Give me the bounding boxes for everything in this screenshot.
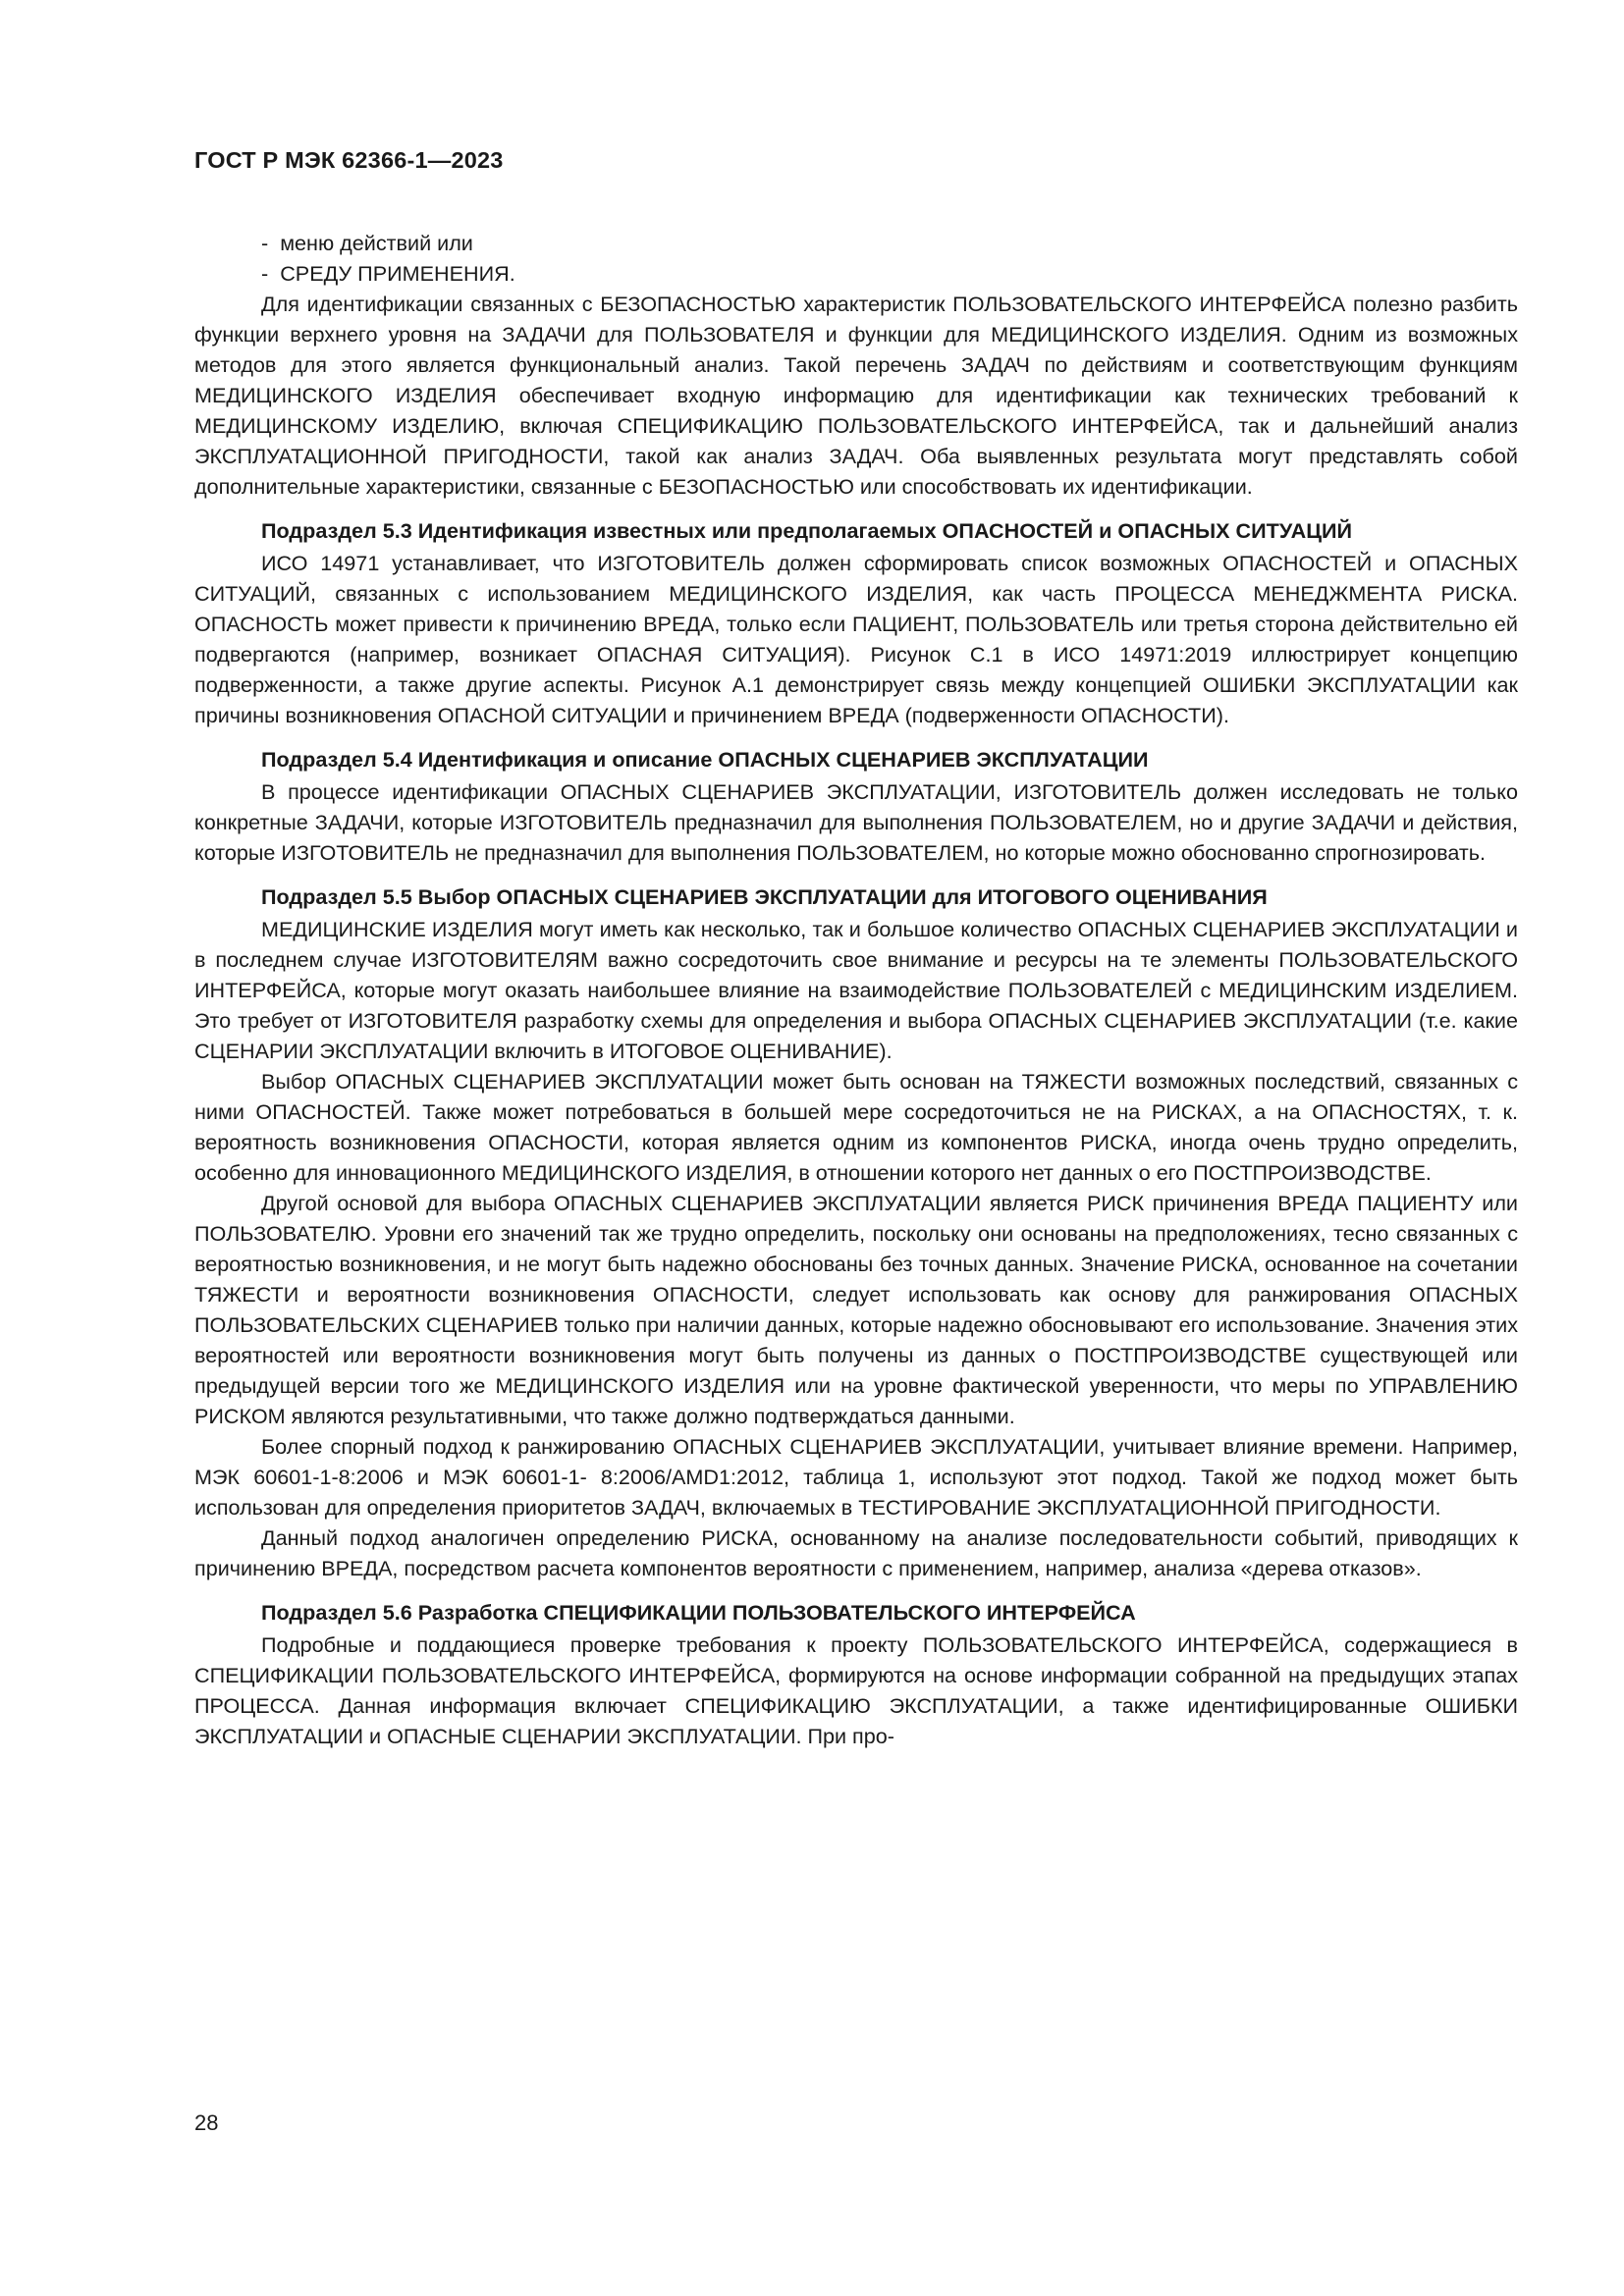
page-content [194,228,1518,1751]
list-item: - СРЕДУ ПРИМЕНЕНИЯ. [194,258,1518,289]
section-heading: Подраздел 5.6 Разработка СПЕЦИФИКАЦИИ ПОЛЬЗОВАТЕЛЬСКОГО ИНТЕРФЕЙСА [261,1600,1136,1625]
list-item: - меню действий или [194,228,1518,258]
bullet-list [194,228,1518,289]
paragraph: ИСО 14971 устанавливает, что ИЗГОТОВИТЕЛЬ должен сформировать список возможных ОПАСНОСТЕЙ и ОПАСНЫХ СИТУАЦИЙ, связанных с использованием МЕДИЦИНСКОГО ИЗДЕЛИЯ, как часть ПРОЦЕССА МЕНЕДЖМЕНТА РИСКА. ОПАСНОСТЬ может привести к причинению ВРЕДА, только если ПАЦИЕНТ, ПОЛЬЗОВАТЕЛЬ или третья сторона действительно ей подвергаются (например, возникает ОПАСНАЯ СИТУАЦИЯ). Рисунок С.1 в ИСО 14971:2019 иллюстрирует концепцию подверженности, а также другие аспекты. Рисунок А.1 демонстрирует связь между концепцией ОШИБКИ ЭКСПЛУАТАЦИИ как причины возникновения ОПАСНОЙ СИТУАЦИИ и причинением ВРЕДА (подверженности ОПАСНОСТИ). [194,551,1518,727]
paragraph: МЕДИЦИНСКИЕ ИЗДЕЛИЯ могут иметь как несколько, так и большое количество ОПАСНЫХ СЦЕНАРИЕВ ЭКСПЛУАТАЦИИ и в последнем случае ИЗГОТОВИТЕЛЯМ важно сосредоточить свое внимание и ресурсы на те элементы ПОЛЬЗОВАТЕЛЬСКОГО ИНТЕРФЕЙСА, которые могут оказать наибольшее влияние на взаимодействие ПОЛЬЗОВАТЕЛЕЙ с МЕДИЦИНСКИМ ИЗДЕЛИЕМ. Это требует от ИЗГОТОВИТЕЛЯ разработку схемы для определения и выбора ОПАСНЫХ СЦЕНАРИЕВ ЭКСПЛУАТАЦИИ (т.е. какие СЦЕНАРИИ ЭКСПЛУАТАЦИИ включить в ИТОГОВОЕ ОЦЕНИВАНИЕ). [194,917,1518,1063]
paragraph: Более спорный подход к ранжированию ОПАСНЫХ СЦЕНАРИЕВ ЭКСПЛУАТАЦИИ, учитывает влияние времени. Например, МЭК 60601-1-8:2006 и МЭК 60601-1- 8:2006/AMD1:2012, таблица 1, используют этот подход. Такой же подход может быть использован для определения приоритетов ЗАДАЧ, включаемых в ТЕСТИРОВАНИЕ ЭКСПЛУАТАЦИОННОЙ ПРИГОДНОСТИ. [194,1434,1518,1520]
paragraph: Другой основой для выбора ОПАСНЫХ СЦЕНАРИЕВ ЭКСПЛУАТАЦИИ является РИСК причинения ВРЕДА ПАЦИЕНТУ или ПОЛЬЗОВАТЕЛЮ. Уровни его значений так же трудно определить, поскольку они основаны на предположениях, тесно связанных с вероятностью возникновения, и не могут быть надежно обоснованы без точных данных. Значение РИСКА, основанное на сочетании ТЯЖЕСТИ и вероятности возникновения ОПАСНОСТИ, следует использовать как основу для ранжирования ОПАСНЫХ ПОЛЬЗОВАТЕЛЬСКИХ СЦЕНАРИЕВ только при наличии данных, которые надежно обосновывают его использование. Значения этих вероятностей или вероятности возникновения могут быть получены из данных о ПОСТПРОИЗВОДСТВЕ существующей или предыдущей версии того же МЕДИЦИНСКОГО ИЗДЕЛИЯ или на уровне фактической уверенности, что меры по УПРАВЛЕНИЮ РИСКОМ являются результативными, что также должно подтверждаться данными. [194,1191,1518,1428]
paragraph: Выбор ОПАСНЫХ СЦЕНАРИЕВ ЭКСПЛУАТАЦИИ может быть основан на ТЯЖЕСТИ возможных последствий, связанных с ними ОПАСНОСТЕЙ. Также может потребоваться в большей мере сосредоточиться не на РИСКАХ, а на ОПАСНОСТЯХ, т. к. вероятность возникновения ОПАСНОСТИ, которая является одним из компонентов РИСКА, иногда очень трудно определить, особенно для инновационного МЕДИЦИНСКОГО ИЗДЕЛИЯ, в отношении которого нет данных о его ПОСТПРОИЗВОДСТВЕ. [194,1069,1518,1185]
section-heading: Подраздел 5.3 Идентификация известных или предполагаемых ОПАСНОСТЕЙ и ОПАСНЫХ СИТУАЦИЙ [261,518,1353,543]
paragraph: Данный подход аналогичен определению РИСКА, основанному на анализе последовательности событий, приводящих к причинению ВРЕДА, посредством расчета компонентов вероятности с применением, например, анализа «дерева отказов». [194,1525,1518,1580]
paragraph: В процессе идентификации ОПАСНЫХ СЦЕНАРИЕВ ЭКСПЛУАТАЦИИ, ИЗГОТОВИТЕЛЬ должен исследовать не только конкретные ЗАДАЧИ, которые ИЗГОТОВИТЕЛЬ предназначил для выполнения ПОЛЬЗОВАТЕЛЕМ, но и другие ЗАДАЧИ и действия, которые ИЗГОТОВИТЕЛЬ не предназначил для выполнения ПОЛЬЗОВАТЕЛЕМ, но которые можно обоснованно спрогнозировать. [194,779,1518,865]
standard-header: ГОСТ Р МЭК 62366-1—2023 [194,147,504,173]
paragraph: Для идентификации связанных с БЕЗОПАСНОСТЬЮ характеристик ПОЛЬЗОВАТЕЛЬСКОГО ИНТЕРФЕЙСА полезно разбить функции верхнего уровня на ЗАДАЧИ для ПОЛЬЗОВАТЕЛЯ и функции для МЕДИЦИНСКОГО ИЗДЕЛИЯ. Одним из возможных методов для этого является функциональный анализ. Такой перечень ЗАДАЧ по действиям и соответствующим функциям МЕДИЦИНСКОГО ИЗДЕЛИЯ обеспечивает входную информацию для идентификации как технических требований к МЕДИЦИНСКОМУ ИЗДЕЛИЮ, включая СПЕЦИФИКАЦИЮ ПОЛЬЗОВАТЕЛЬСКОГО ИНТЕРФЕЙСА, так и дальнейший анализ ЭКСПЛУАТАЦИОННОЙ ПРИГОДНОСТИ, такой как анализ ЗАДАЧ. Оба выявленных результата могут представлять собой дополнительные характеристики, связанные с БЕЗОПАСНОСТЬЮ или способствовать их идентификации. [194,292,1518,499]
section-heading: Подраздел 5.5 Выбор ОПАСНЫХ СЦЕНАРИЕВ ЭКСПЛУАТАЦИИ для ИТОГОВОГО ОЦЕНИВАНИЯ [261,884,1268,909]
page-number: 28 [194,2110,219,2135]
paragraph: Подробные и поддающиеся проверке требования к проекту ПОЛЬЗОВАТЕЛЬСКОГО ИНТЕРФЕЙСА, содержащиеся в СПЕЦИФИКАЦИИ ПОЛЬЗОВАТЕЛЬСКОГО ИНТЕРФЕЙСА, формируются на основе информации собранной на предыдущих этапах ПРОЦЕССА. Данная информация включает СПЕЦИФИКАЦИЮ ЭКСПЛУАТАЦИИ, а также идентифицированные ОШИБКИ ЭКСПЛУАТАЦИИ и ОПАСНЫЕ СЦЕНАРИИ ЭКСПЛУАТАЦИИ. При про- [194,1632,1518,1748]
section-heading: Подраздел 5.4 Идентификация и описание ОПАСНЫХ СЦЕНАРИЕВ ЭКСПЛУАТАЦИИ [261,747,1149,772]
